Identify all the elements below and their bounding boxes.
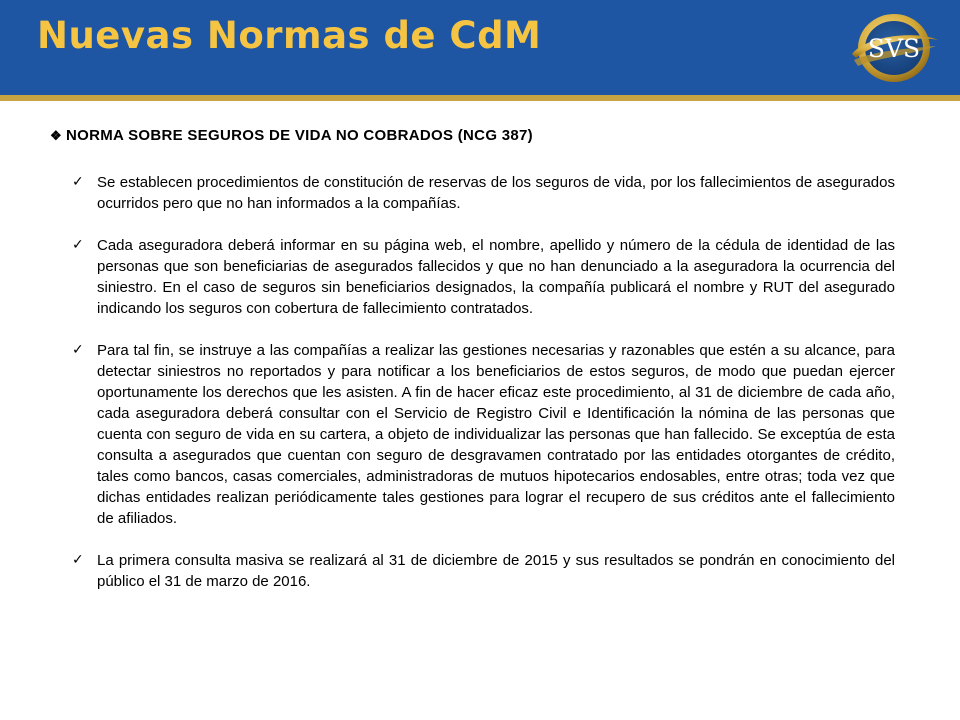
logo-text: SVS [867, 34, 921, 63]
svs-logo [846, 10, 942, 86]
diamond-bullet-icon: ❖ [50, 128, 62, 143]
section-heading [50, 127, 910, 144]
check-icon: ✓ [72, 237, 84, 253]
bullet-text: Se establecen procedimientos de constitución de reservas de los seguros de vida, por los fallecimientos de asegurados ocurridos pero que no han informados a la compañías. [97, 174, 895, 212]
page-title: Nuevas Normas de CdM [37, 14, 542, 57]
list-item [72, 172, 895, 214]
bullet-text: Cada aseguradora deberá informar en su página web, el nombre, apellido y número de la cédula de identidad de las personas que son beneficiarias de asegurados fallecidos y que no han denunciado a la aseguradora la ocurrencia del siniestro. En el caso de seguros sin beneficiarios designados, la compañía publicará el nombre y RUT del asegurado indicando los seguros con cobertura de fallecimiento contratados. [97, 237, 895, 317]
check-icon: ✓ [72, 174, 84, 190]
list-item [72, 340, 895, 529]
bullet-list [72, 172, 895, 613]
check-icon: ✓ [72, 342, 84, 358]
list-item [72, 235, 895, 319]
bullet-text: La primera consulta masiva se realizará al 31 de diciembre de 2015 y sus resultados se pondrán en conocimiento del público el 31 de marzo de 2016. [97, 552, 895, 590]
list-item [72, 550, 895, 592]
check-icon: ✓ [72, 552, 84, 568]
bullet-text: Para tal fin, se instruye a las compañías a realizar las gestiones necesarias y razonables que estén a su alcance, para detectar siniestros no reportados y para notificar a los beneficiarios de estos seguros, de modo que puedan ejercer oportunamente los derechos que les asisten. A fin de hacer eficaz este procedimiento, al 31 de diciembre de cada año, cada aseguradora deberá consultar con el Servicio de Registro Civil e Identificación la nómina de las personas que cuenta con seguro de vida en su cartera, a objeto de individualizar las personas que han fallecido. Se exceptúa de esta consulta a asegurados que cuentan con seguro de desgravamen contratado por las entidades otorgantes de crédito, tales como bancos, casas comerciales, administradoras de mutuos hipotecarios endosables, entre otras; toda vez que dichas entidades realizan periódicamente tales gestiones para lograr el recupero de sus créditos ante el fallecimiento de afiliados. [97, 342, 895, 527]
header-divider [0, 95, 960, 101]
header-bar [0, 0, 960, 95]
section-title: NORMA SOBRE SEGUROS DE VIDA NO COBRADOS (NCG 387) [66, 127, 533, 144]
